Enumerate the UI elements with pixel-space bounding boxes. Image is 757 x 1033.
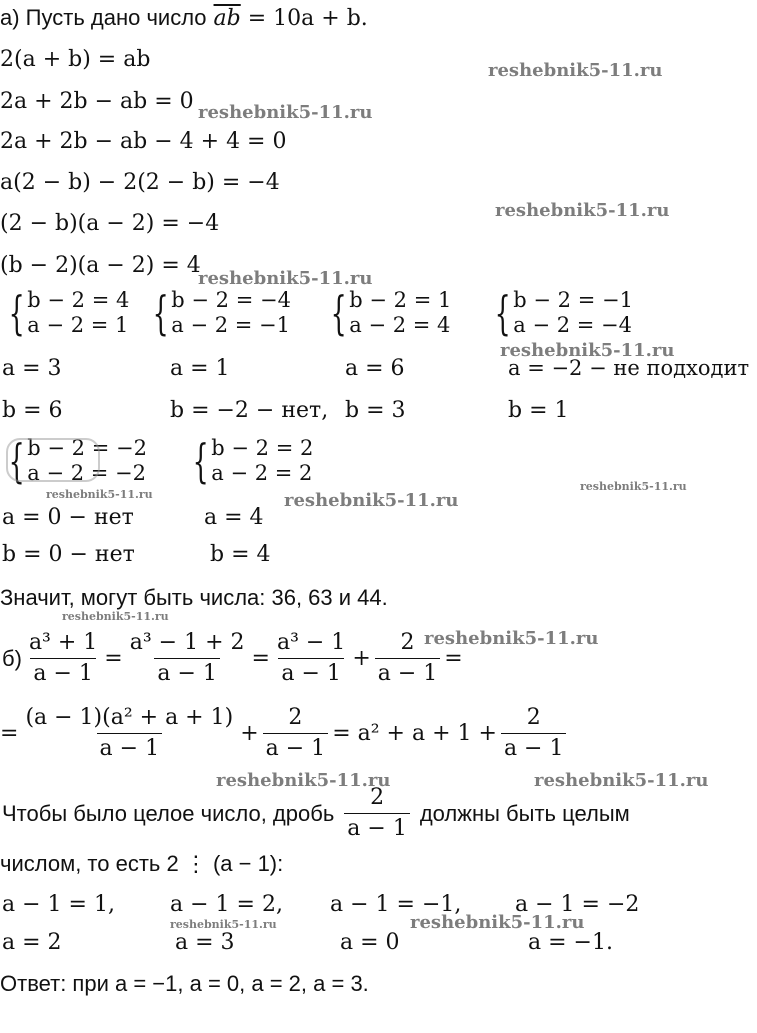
result-a-1: a = 3 (2, 356, 62, 381)
watermark: reshebnik5-11.ru (170, 918, 277, 931)
system-5: { b − 2 = −2 a − 2 = −2 (8, 434, 147, 488)
result-a-5: a = 0 − нет (2, 505, 134, 530)
fraction: $\frac{2}{a - 1}$ (344, 785, 410, 842)
fraction: $\frac{2}{a - 1}$ (375, 630, 441, 687)
fraction: $\frac{2}{a - 1}$ (501, 705, 567, 762)
fraction: $\frac{\text{a³ − 1}}{a - 1}$ (276, 630, 346, 686)
equation-2: 2a + 2b − ab = 0 (0, 89, 194, 114)
result-b-5: b = 0 − нет (2, 542, 135, 567)
conclusion-a: Значит, могут быть числа: 36, 63 и 44. (0, 585, 388, 610)
system-4: { b − 2 = −1 a − 2 = −4 (494, 286, 633, 340)
system-1: { b − 2 = 4 a − 2 = 1 (8, 286, 130, 340)
system-6: { b − 2 = 2 a − 2 = 2 (192, 434, 314, 488)
result-b-1: b = 6 (2, 398, 63, 423)
brace-icon: { (152, 286, 169, 340)
equation-4: a(2 − b) − 2(2 − b) = −4 (0, 170, 280, 195)
watermark: reshebnik5-11.ru (62, 610, 169, 623)
result-b-4: b = 1 (508, 398, 569, 423)
answer-1: a = 2 (2, 930, 62, 955)
brace-icon: { (494, 286, 511, 340)
system-3: { b − 2 = 1 a − 2 = 4 (330, 286, 452, 340)
answer-3: a = 0 (340, 930, 400, 955)
answer-2: a = 3 (175, 930, 235, 955)
brace-icon: { (330, 286, 347, 340)
final-answer: Ответ: при a = −1, a = 0, a = 2, a = 3. (0, 971, 369, 996)
part-b-line-2: = $\frac{\text{(a − 1)(a² + a + 1)}}{a - 1}$ + $\frac{2}{a - 1}$ = a² + a + 1 + $\frac{2}{a - 1}$ (0, 705, 570, 762)
fraction: $\frac{2}{a - 1}$ (263, 705, 329, 762)
watermark: reshebnik5-11.ru (495, 200, 670, 221)
result-b-3: b = 3 (345, 398, 406, 423)
watermark: reshebnik5-11.ru (534, 770, 709, 791)
fraction: $\frac{\text{a³ + 1}}{a - 1}$ (28, 630, 98, 686)
watermark: reshebnik5-11.ru (424, 628, 599, 649)
brace-icon: { (192, 434, 209, 488)
result-b-6: b = 4 (210, 542, 271, 567)
part-a-intro: а) Пусть дано число $\overline{ab} = 10a + b$. (0, 5, 368, 31)
equation-5: (2 − b)(a − 2) = −4 (0, 211, 220, 236)
brace-icon: { (8, 286, 25, 340)
watermark: reshebnik5-11.ru (580, 480, 687, 493)
equation-3: 2a + 2b − ab − 4 + 4 = 0 (0, 129, 287, 154)
watermark-logo-shape (6, 434, 100, 488)
case-4: a − 1 = −2 (515, 892, 640, 917)
watermark: reshebnik5-11.ru (284, 490, 459, 511)
fraction: $\frac{\text{(a − 1)(a² + a + 1)}}{a - 1}$ (25, 705, 234, 761)
result-b-2: b = −2 − нет, (170, 398, 329, 423)
result-a-6: a = 4 (204, 505, 264, 530)
equation-1: 2(a + b) = ab (0, 47, 151, 72)
equation-6: (b − 2)(a − 2) = 4 (0, 253, 201, 278)
watermark: reshebnik5-11.ru (216, 770, 391, 791)
case-3: a − 1 = −1, (330, 892, 462, 917)
condition-text: Чтобы было целое число, дробь $\frac{2}{a - 1}$ должны быть целым (2, 785, 630, 841)
result-a-4: a = −2 − не подходит (508, 356, 750, 380)
result-a-2: a = 1 (170, 356, 230, 381)
watermark: reshebnik5-11.ru (46, 488, 153, 501)
case-1: a − 1 = 1, (2, 892, 115, 917)
watermark: reshebnik5-11.ru (198, 102, 373, 123)
system-2: { b − 2 = −4 a − 2 = −1 (152, 286, 291, 340)
divisibility-text: числом, то есть 2 ⋮ (a − 1): (0, 851, 284, 876)
result-a-3: a = 6 (345, 356, 405, 381)
watermark: reshebnik5-11.ru (410, 912, 585, 933)
fraction: $\frac{\text{a³ − 1 + 2}}{a - 1}$ (129, 630, 245, 686)
part-b-line-1: б) $\frac{\text{a³ + 1}}{a - 1}$ = $\frac{\text{a³ − 1 + 2}}{a - 1}$ = $\frac{\text{a³ − 1}}{a - 1}$ + $\frac{2}{a - 1}$ = (2, 630, 463, 686)
answer-4: a = −1. (528, 930, 613, 955)
brace-icon: { (8, 434, 25, 488)
watermark: reshebnik5-11.ru (488, 60, 663, 81)
ab-overline: $\overline{ab}$ (213, 6, 241, 31)
watermark: reshebnik5-11.ru (198, 268, 373, 289)
watermark: reshebnik5-11.ru (500, 340, 675, 361)
case-2: a − 1 = 2, (170, 892, 283, 917)
